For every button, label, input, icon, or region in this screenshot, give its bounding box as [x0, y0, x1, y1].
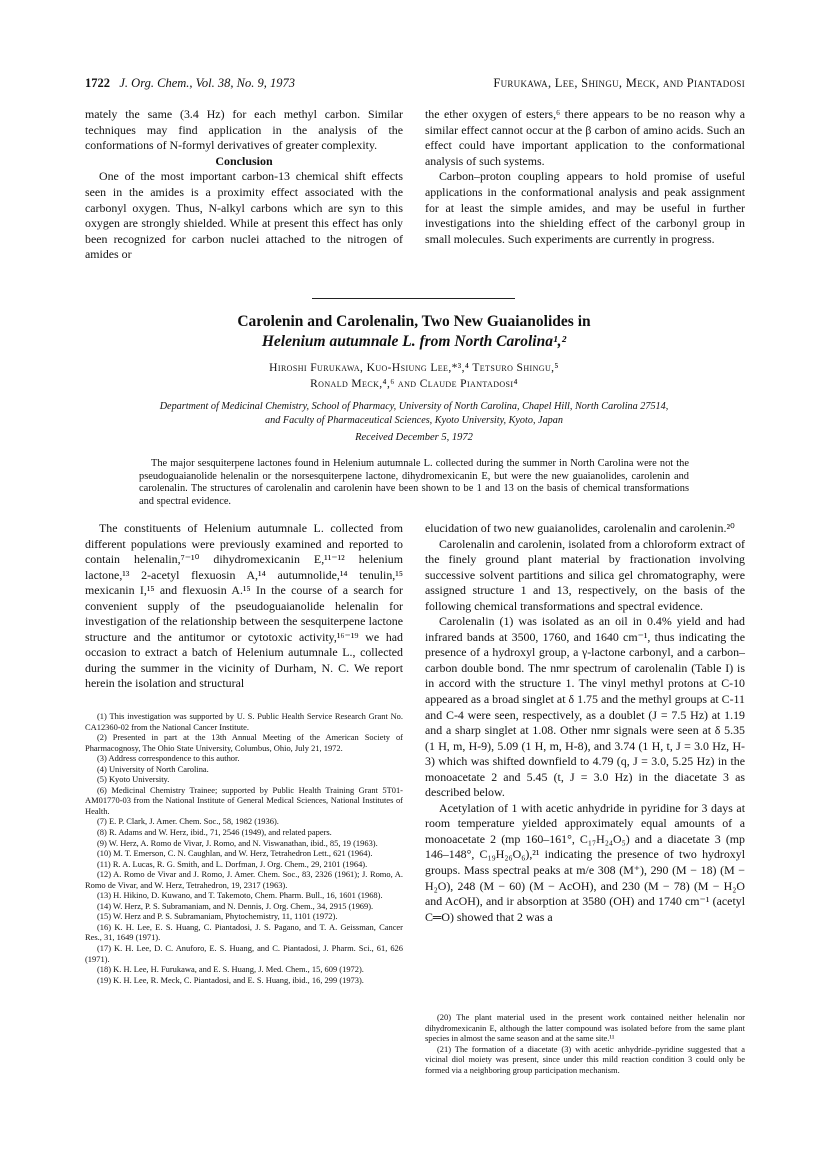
footnote: (17) K. H. Lee, D. C. Anuforo, E. S. Huang, and C. Piantadosi, J. Pharm. Sci., 61, 626 (1971).	[85, 943, 403, 964]
article-separator-rule	[312, 298, 515, 299]
footnotes-left	[85, 711, 403, 985]
page-number: 1722	[85, 76, 110, 90]
title-line: Carolenin and Carolenalin, Two New Guaianolides in	[237, 313, 591, 330]
footnote: (18) K. H. Lee, H. Furukawa, and E. S. Huang, J. Med. Chem., 15, 609 (1972).	[97, 964, 364, 975]
prev-article-left-column	[85, 107, 403, 263]
footnote: (2) Presented in part at the 13th Annual Meeting of the American Society of Pharmacognosy, The Ohio State University, Columbus, Ohio, July 21, 1972.	[85, 732, 403, 753]
footnote: (16) K. H. Lee, E. S. Huang, C. Piantadosi, J. S. Pagano, and T. A. Geissman, Cancer Res., 31, 1649 (1971).	[85, 921, 403, 943]
footnotes-right	[425, 1012, 745, 1075]
footnote: (20) The plant material used in the present work contained neither helenalin nor dihydromexicanin E, although the latter compound was isolated before from the same plant species in almost the same season and at the same site.¹¹	[425, 1012, 745, 1044]
footnote: (14) W. Herz, P. S. Subramaniam, and N. Dennis, J. Org. Chem., 34, 2915 (1969).	[97, 900, 374, 911]
author-line: Ronald Meck,⁴,⁶ and Claude Piantadosi⁴	[310, 378, 518, 390]
footnote: (21) The formation of a diacetate (3) with acetic anhydride–pyridine suggested that a vicinal diol moiety was present, since under this mild reaction condition 3 could only be formed via a neighboring group participation mechanism.	[425, 1043, 745, 1075]
footnote: (12) A. Romo de Vivar and J. Romo, J. Amer. Chem. Soc., 83, 2326 (1961); J. Romo, A. Romo de Vivar, and W. Herz, Tetrahedron, 19, 2317 (1963).	[85, 869, 403, 890]
footnote: (15) W. Herz and P. S. Subramaniam, Phytochemistry, 11, 1101 (1972).	[97, 911, 338, 922]
footnote: (1) This investigation was supported by U. S. Public Health Service Research Grant No. CA12360-02 from the National Cancer Institute.	[85, 711, 403, 732]
footnote: (13) H. Hikino, D. Kuwano, and T. Takemoto, Chem. Pharm. Bull., 16, 1601 (1968).	[97, 890, 383, 901]
title-line: Helenium autumnale L. from North Carolina¹,²	[261, 333, 567, 350]
author-line: Hiroshi Furukawa, Kuo-Hsiung Lee,*³,⁴ Tetsuro Shingu,⁵	[269, 362, 559, 374]
affiliation-line: Department of Medicinal Chemistry, School of Pharmacy, University of North Carolina, Chapel Hill, North Carolina 27514,	[159, 401, 669, 412]
affiliation	[90, 400, 738, 427]
conclusion-paragraph: One of the most important carbon-13 chemical shift effects seen in the amides is a proximity effect associated with the carbonyl oxygen. Thus, N-alkyl carbons which are syn to this oxygen are strongly shielded. While at present this effect has only been recognized for carbon nuclei attached to the nitrogen of amides or	[85, 169, 403, 262]
prev-article-paragraph: the ether oxygen of esters,⁶ there appears to be no reason why a similar effect cannot occur at the β carbon of amino acids. Such an effect could have important application to the conformational analysis of such systems.	[425, 107, 745, 168]
running-head-authors: Furukawa, Lee, Shingu, Meck, and Piantadosi	[493, 76, 745, 90]
body-paragraph: Acetylation of 1 with acetic anhydride in pyridine for 3 days at room temperature yielded approximately equal amounts of a monoacetate 2 (mp 160–161°, C₁₇H₂₄O₅) and a diacetate 3 (mp 146–148°, C₁₉H₂₆O₆),²¹ indicating the presence of two hydroxyl groups. Mass spectral peaks at m/e 308 (M⁺), 290 (M − 18) (M − H₂O), 248 (M − 60) (M − AcOH), and 230 (M − 78) (M − H₂O and AcOH), and ir absorption at 3580 (OH) and 1740 cm⁻¹ (acetyl C═O) showed that 2 was a	[425, 800, 745, 924]
footnote: (4) University of North Carolina.	[97, 763, 209, 774]
journal-citation: J. Org. Chem., Vol. 38, No. 9, 1973	[119, 76, 295, 90]
footnote: (6) Medicinal Chemistry Trainee; supported by Public Health Training Grant 5T01-AM01770-03 from the National Institute of General Medical Sciences, National Institutes of Health.	[85, 784, 403, 816]
author-list	[90, 360, 738, 392]
article-title	[90, 312, 738, 352]
prev-article-right-column	[425, 107, 745, 247]
body-right-column	[425, 521, 745, 925]
affiliation-line: and Faculty of Pharmaceutical Sciences, Kyoto University, Kyoto, Japan	[265, 414, 563, 426]
prev-article-paragraph: Carbon–proton coupling appears to hold promise of useful applications in the conformational analysis and peak assignment for at least the simple amides, and may be useful in further investigations into the shielding effect of the carbonyl group in small molecules. Such experiments are currently in progress.	[425, 169, 745, 246]
footnote: (3) Address correspondence to this author.	[97, 753, 240, 764]
body-paragraph: Carolenalin and carolenin, isolated from a chloroform extract of the finely ground plant material by fractionation involving successive solvent partitions and silica gel chromatography, were assigned structure 1 and 13, respectively, on the basis of the following chemical transformations and spectral evidence.	[425, 536, 745, 613]
body-left-column: The constituents of Helenium autumnale L. collected from different populations were previously examined and reported to contain helenalin,⁷⁻¹⁰ dihydromexicanin E,¹¹⁻¹² helenium lactone,¹³ 2-acetyl flexuosin A,¹⁴ autumnolide,¹⁴ tenulin,¹⁵ mexicanin I,¹⁵ and flexuosin A.¹⁵ In the course of a search for convenient supply of the pseudoguaianolide helenalin for investigation of the relationship between the sesquiterpene lactone structure and the antitumor or cytotoxic activity,¹⁶⁻¹⁹ we had occasion to extract a batch of Helenium autumnale L., collected during the summer in the vicinity of Durham, N. C. We report herein the isolation and structural	[85, 521, 403, 691]
conclusion-heading: Conclusion	[215, 153, 273, 168]
footnote: (7) E. P. Clark, J. Amer. Chem. Soc., 58, 1982 (1936).	[97, 816, 279, 827]
footnote: (5) Kyoto University.	[97, 774, 170, 785]
running-head	[85, 76, 745, 92]
footnote: (19) K. H. Lee, R. Meck, C. Piantadosi, and E. S. Huang, ibid., 16, 299 (1973).	[97, 974, 364, 985]
prev-article-paragraph: mately the same (3.4 Hz) for each methyl carbon. Similar techniques may find application in the analysis of the conformations of N-formyl derivatives of greater complexity.	[85, 107, 403, 153]
footnote: (10) M. T. Emerson, C. N. Caughlan, and W. Herz, Tetrahedron Lett., 621 (1964).	[97, 848, 373, 859]
body-paragraph: Carolenalin (1) was isolated as an oil in 0.4% yield and had infrared bands at 3500, 1760, and 1640 cm⁻¹, thus indicating the presence of a hydroxyl group, a γ-lactone carbonyl, and a carbon–carbon double bond. The nmr spectrum of carolenalin (Table I) is in accord with the structure 1. The vinyl methyl protons at C-10 appeared as a broad singlet at δ 1.75 and the methyl groups at C-11 and C-4 were seen, respectively, as a doublet (J = 7.5 Hz) at 1.19 and a sharp singlet at 1.08. Other nmr signals were seen at δ 5.35 (1 H, m, H-9), 5.09 (1 H, m, H-8), and 3.74 (1 H, t, J = 3.0 Hz, H-3) which was shifted downfield to 4.79 (q, J = 3.0, 5.25 Hz) in the monoacetate 2 and 5.45 (t, J = 3.0 Hz) in the diacetate 3 as described below.	[425, 614, 745, 800]
abstract: The major sesquiterpene lactones found in Helenium autumnale L. collected during the summer in North Carolina were not the pseudoguaianolide helenalin or the norsesquiterpene lactone, dihydromexicanin E, but were the new guaianolides, carolenin and carolenalin. The structures of carolenalin and carolenin have been shown to be 1 and 13 on the basis of chemical transformations and spectral evidence.	[139, 458, 689, 507]
footnote: (8) R. Adams and W. Herz, ibid., 71, 2546 (1949), and related papers.	[97, 827, 332, 838]
footnote: (9) W. Herz, A. Romo de Vivar, J. Romo, and N. Viswanathan, ibid., 85, 19 (1963).	[97, 837, 378, 848]
received-date: Received December 5, 1972	[355, 432, 473, 443]
body-paragraph: elucidation of two new guaianolides, carolenalin and carolenin.²⁰	[425, 521, 735, 535]
footnote: (11) R. A. Lucas, R. G. Smith, and L. Dorfman, J. Org. Chem., 29, 2101 (1964).	[97, 858, 368, 869]
